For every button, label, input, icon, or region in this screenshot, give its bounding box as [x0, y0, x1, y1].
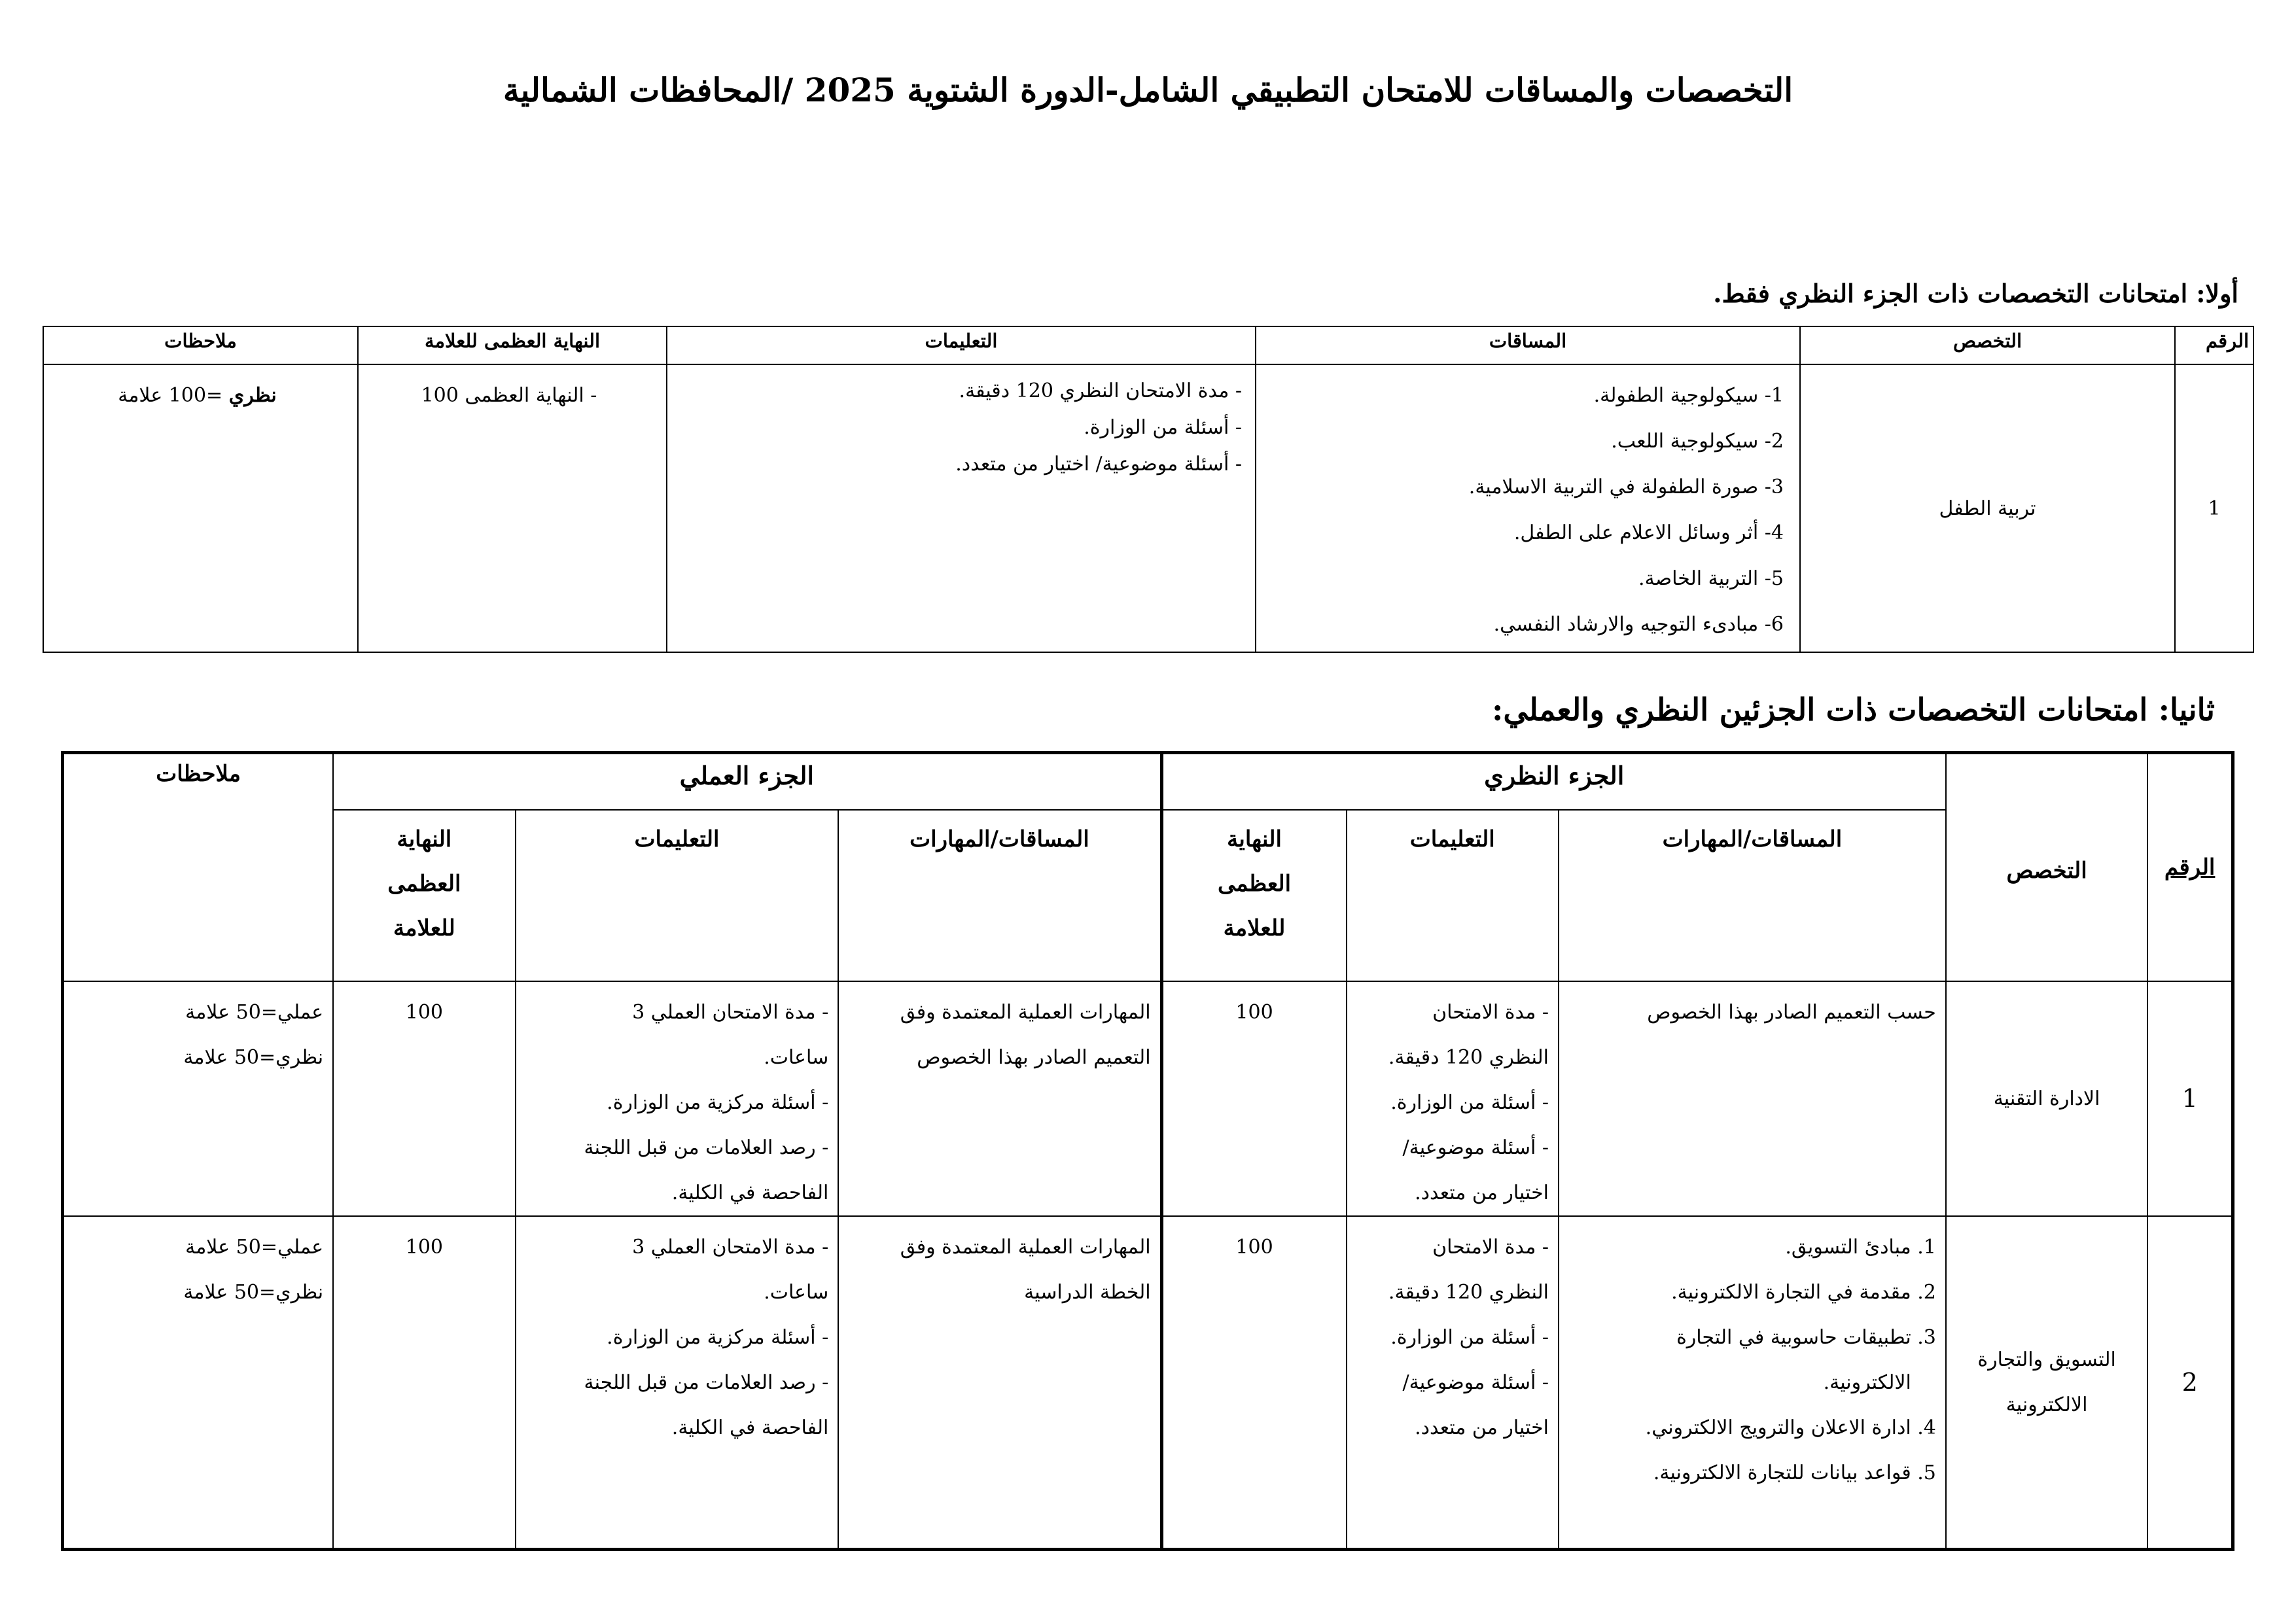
course-item: 2. مقدمة في التجارة الالكترونية. [1671, 1281, 1936, 1304]
instruction-item: - أسئلة موضوعية/ اختيار من متعدد. [955, 453, 1242, 476]
course-item: 3- صورة الطفولة في التربية الاسلامية. [1468, 476, 1784, 498]
table-subheader-row [63, 810, 2233, 981]
instruction-item: - مدة الامتحان العملي 3 [632, 1236, 829, 1259]
notes-line: عملي=50 علامة [185, 1236, 324, 1259]
row-courses [1256, 364, 1800, 652]
section1-heading: أولا: امتحانات التخصصات ذات الجزء النظري فقط. [1713, 279, 2238, 308]
course-item: المهارات العملية المعتمدة وفق [900, 1236, 1151, 1259]
course-item: 5- التربية الخاصة. [1638, 567, 1784, 590]
header-theory-max-grade [1161, 810, 1346, 981]
header-max-line: العظمى [1217, 871, 1292, 897]
row-max-grade [358, 364, 667, 652]
header-courses: المساقات [1256, 326, 1800, 364]
course-item: 6- مبادىء التوجيه والارشاد النفسي. [1493, 613, 1784, 636]
header-practical-max-grade [333, 810, 515, 981]
header-notes: ملاحظات [43, 326, 358, 364]
header-max-line: النهاية [397, 826, 452, 852]
course-item: 5. قواعد بيانات للتجارة الالكترونية. [1653, 1461, 1936, 1484]
header-theory-instructions: التعليمات [1347, 810, 1559, 981]
header-practical-courses: المساقات/المهارات [838, 810, 1161, 981]
max-grade-text: - النهاية العظمى 100 [421, 384, 597, 407]
row-practical-instructions [516, 981, 839, 1216]
instruction-item: - مدة الامتحان [1432, 1001, 1549, 1024]
instruction-item: - أسئلة موضوعية/ [1402, 1136, 1549, 1159]
row-specialization: الادارة التقنية [1946, 981, 2147, 1216]
instruction-item: - أسئلة من الوزارة. [1390, 1326, 1549, 1349]
header-instructions: التعليمات [667, 326, 1256, 364]
course-item: 1. مبادئ التسويق. [1785, 1236, 1936, 1259]
row-num: 1 [2147, 981, 2233, 1216]
course-item: 4. ادارة الاعلان والترويج الالكتروني. [1645, 1416, 1936, 1439]
header-practical-group: الجزء العملي [333, 753, 1161, 811]
course-item: 3. تطبيقات حاسوبية في التجارة [1676, 1326, 1936, 1349]
notes-line: نظري=50 علامة [183, 1281, 324, 1304]
course-item: 4- أثر وسائل الاعلام على الطفل. [1513, 521, 1784, 544]
row-practical-instructions [516, 1216, 839, 1550]
header-specialization: التخصص [1800, 326, 2175, 364]
header-num-label: الرقم [2164, 854, 2216, 881]
header-practical-instructions: التعليمات [516, 810, 839, 981]
instruction-item: الفاحصة في الكلية. [671, 1181, 829, 1204]
spec-line: الالكترونية [2005, 1393, 2088, 1416]
instruction-item: النظري 120 دقيقة. [1388, 1046, 1549, 1069]
course-item: المهارات العملية المعتمدة وفق [900, 1001, 1151, 1024]
notes-line: نظري=50 علامة [183, 1046, 324, 1069]
course-item: الالكترونية. [1823, 1371, 1911, 1394]
instruction-item: النظري 120 دقيقة. [1388, 1281, 1549, 1304]
table-row [63, 981, 2233, 1216]
row-theory-courses [1559, 981, 1946, 1216]
row-instructions [667, 364, 1256, 652]
instruction-item: ساعات. [764, 1281, 829, 1304]
header-max-line: للعلامة [1223, 915, 1286, 941]
row-num: 2 [2147, 1216, 2233, 1550]
instruction-item: - رصد العلامات من قبل اللجنة [584, 1371, 829, 1394]
course-item: التعميم الصادر بهذا الخصوص [917, 1046, 1151, 1069]
instruction-item: - أسئلة من الوزارة. [1390, 1091, 1549, 1114]
spec-line: التسويق والتجارة [1977, 1348, 2116, 1371]
row-notes [63, 981, 334, 1216]
header-max-grade: النهاية العظمى للعلامة [358, 326, 667, 364]
course-item: 2- سيكولوجية اللعب. [1611, 430, 1784, 453]
instruction-item: اختيار من متعدد. [1415, 1416, 1549, 1439]
header-max-line: للعلامة [393, 915, 455, 941]
row-notes [63, 1216, 334, 1550]
course-item: الخطة الدراسية [1024, 1281, 1151, 1304]
header-theory-group: الجزء النظري [1161, 753, 1946, 811]
row-practical-max-grade: 100 [333, 981, 515, 1216]
instruction-item: - مدة الامتحان العملي 3 [632, 1001, 829, 1024]
table-header-row [43, 326, 2253, 364]
notes-rest: =100 علامة [118, 384, 229, 407]
row-practical-courses [838, 981, 1161, 1216]
header-max-line: العظمى [387, 871, 461, 897]
instruction-item: - مدة الامتحان النظري 120 دقيقة. [959, 379, 1242, 402]
instruction-item: الفاحصة في الكلية. [671, 1416, 829, 1439]
row-theory-instructions [1347, 1216, 1559, 1550]
theory-practical-table [61, 751, 2234, 1551]
page-title: التخصصات والمساقات للامتحان التطبيقي الشامل-الدورة الشتوية 2025 /المحافظات الشمالية [503, 71, 1793, 109]
instruction-item: - رصد العلامات من قبل اللجنة [584, 1136, 829, 1159]
header-max-line: النهاية [1227, 826, 1282, 852]
row-specialization [1946, 1216, 2147, 1550]
table-row [63, 1216, 2233, 1550]
header-notes: ملاحظات [63, 753, 334, 982]
instruction-item: - أسئلة من الوزارة. [1084, 416, 1242, 439]
table-row [43, 364, 2253, 652]
notes-bold: نظري [228, 384, 277, 407]
table-group-header-row [63, 753, 2233, 811]
instruction-item: - أسئلة مركزية من الوزارة. [607, 1326, 829, 1349]
notes-text [53, 373, 342, 419]
row-practical-courses [838, 1216, 1161, 1550]
header-specialization: التخصص [1946, 753, 2147, 982]
instruction-item: اختيار من متعدد. [1415, 1181, 1549, 1204]
instruction-item: - أسئلة موضوعية/ [1402, 1371, 1549, 1394]
row-num: 1 [2175, 364, 2253, 652]
header-num: الرقم [2175, 326, 2253, 364]
notes-line: عملي=50 علامة [185, 1001, 324, 1024]
instruction-item: - أسئلة مركزية من الوزارة. [607, 1091, 829, 1114]
row-theory-max-grade: 100 [1161, 1216, 1346, 1550]
header-theory-courses: المساقات/المهارات [1559, 810, 1946, 981]
row-theory-courses [1559, 1216, 1946, 1550]
header-num [2147, 753, 2233, 982]
row-specialization: تربية الطفل [1800, 364, 2175, 652]
row-theory-instructions [1347, 981, 1559, 1216]
theory-only-table [43, 326, 2254, 653]
row-practical-max-grade: 100 [333, 1216, 515, 1550]
course-item: حسب التعميم الصادر بهذا الخصوص [1647, 1001, 1936, 1024]
row-theory-max-grade: 100 [1161, 981, 1346, 1216]
course-item: 1- سيكولوجية الطفولة. [1593, 384, 1784, 407]
row-notes [43, 364, 358, 652]
section2-heading: ثانيا: امتحانات التخصصات ذات الجزئين النظري والعملي: [1492, 692, 2215, 728]
instruction-item: - مدة الامتحان [1432, 1236, 1549, 1259]
instruction-item: ساعات. [764, 1046, 829, 1069]
